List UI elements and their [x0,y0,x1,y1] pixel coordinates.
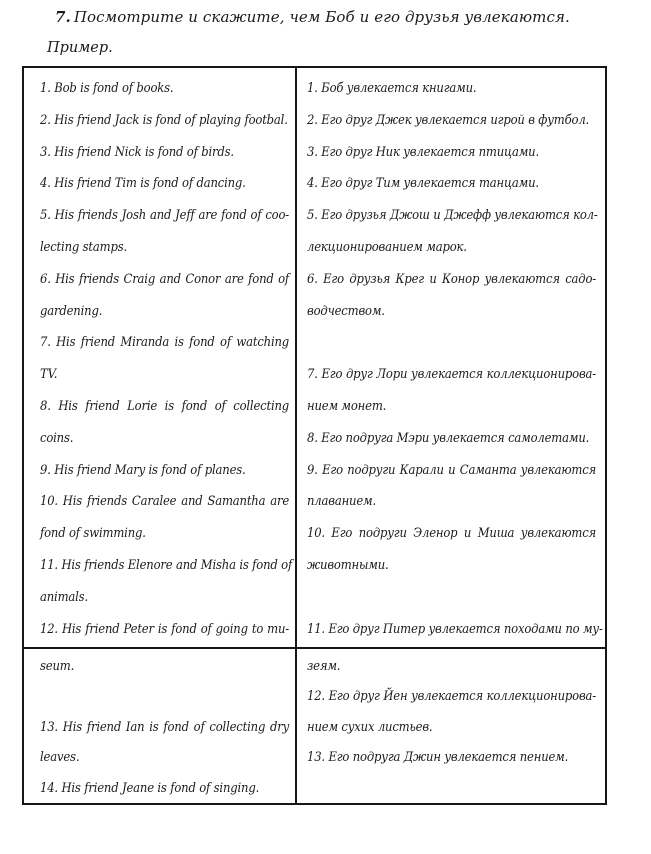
text-line: 4. His friend Tim is fond of dancing. [40,176,246,192]
text-line: 3. Его друг Ник увлекается птицами. [307,144,539,160]
text-line: 2. Его друг Джек увлекается игрой в футбол. [307,112,590,128]
exercise-number: 7. [55,8,71,26]
table-cell-english-top [24,68,297,647]
text-line: TV. [40,367,58,383]
text-line: 10. Его подруги Эленор и Миша увлекаются [307,526,597,542]
text-line: 9. His friend Mary is fond of planes. [40,462,246,478]
text-line: 3. His friend Nick is fond of birds. [40,144,234,160]
text-line [307,327,596,359]
text-line: 2. His friend Jack is fond of playing footbal. [40,112,288,128]
text-line [307,774,596,803]
text-line: зеям. [307,659,341,674]
table-cell-english-bottom [24,647,297,803]
text-line: 5. His friends Josh and Jeff are fond of coo- [40,208,290,224]
text-line: 13. Его подруга Джин увлекается пением. [307,750,569,766]
text-line: 5. Его друзья Джош и Джефф увлекаются кол- [307,208,598,224]
exercise-title: Посмотрите и скажите, чем Боб и его друзья увлекаются. [73,8,570,26]
text-line: seum. [40,659,75,674]
table-cell-russian-top [297,68,605,647]
text-line: animals. [40,589,88,605]
text-line: 1. Bob is fond of books. [40,81,174,96]
text-line: нием монет. [307,398,387,414]
text-line: 12. Его друг Йен увлекается коллекционирова- [307,689,597,705]
text-line: 7. Его друг Лори увлекается коллекционирова- [307,367,597,383]
exercise-heading [55,8,570,26]
text-line: gardening. [40,303,103,319]
text-line: нием сухих листьев. [307,719,433,735]
text-line: 6. His friends Craig and Conor are fond of [40,271,290,287]
text-line: 10. His friends Caralee and Samantha are [40,494,290,510]
table-cell-russian-bottom [297,647,605,803]
text-line: 14. His friend Jeane is fond of singing. [40,780,260,796]
text-line [307,582,596,614]
text-line: 8. Его подруга Мэри увлекается самолетами. [307,430,590,446]
text-line: 11. Его друг Питер увлекается походами по му- [307,621,603,637]
text-line: 11. His friends Elenore and Misha is fond of [40,557,293,573]
text-line: coins. [40,430,74,446]
hobbies-table [22,66,607,805]
text-line: leaves. [40,750,80,766]
text-line: 6. Его друзья Крег и Конор увлекаются садо- [307,271,597,287]
text-line: плаванием. [307,494,376,510]
text-line [40,682,289,712]
text-line: 1. Боб увлекается книгами. [307,81,477,96]
text-line: водчеством. [307,303,385,319]
text-line: fond of swimming. [40,526,146,542]
text-line: лекционированием марок. [307,239,467,255]
example-label: Пример. [47,40,113,56]
text-line: животными. [307,557,389,573]
text-line: 9. Его подруги Карали и Саманта увлекаются [307,462,597,478]
text-line: 7. His friend Miranda is fond of watching [40,335,290,351]
text-line: lecting stamps. [40,239,128,255]
text-line: 12. His friend Peter is fond of going to mu- [40,621,290,637]
text-line: 4. Его друг Тим увлекается танцами. [307,176,539,192]
text-line: 13. His friend Ian is fond of collecting dry [40,719,290,735]
text-line: 8. His friend Lorie is fond of collecting [40,398,290,414]
